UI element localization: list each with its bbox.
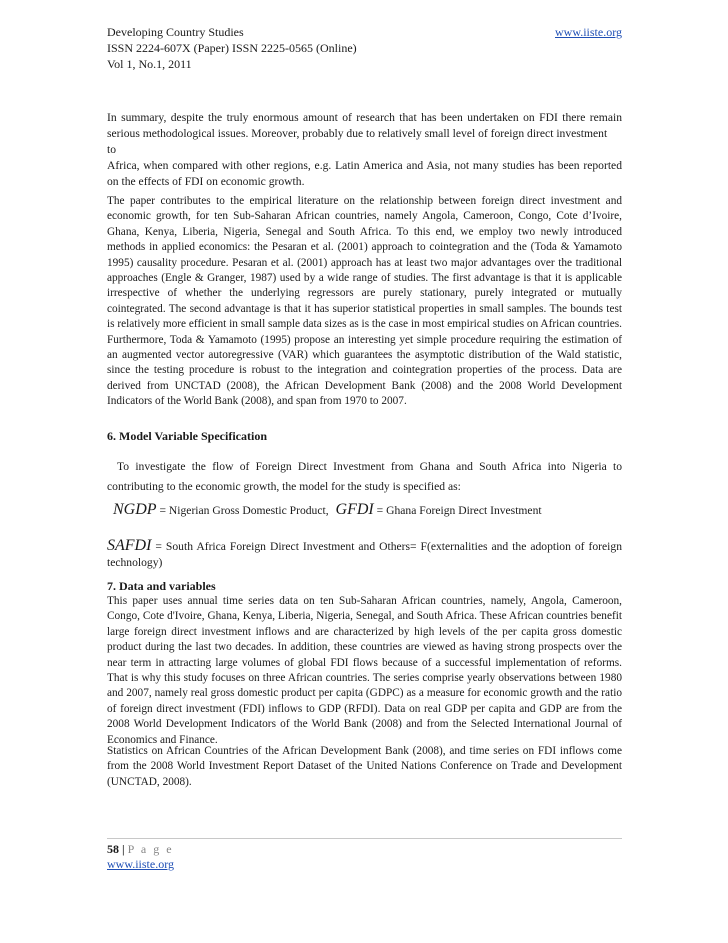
safdi-definition: = South Africa Foreign Direct Investment and Others= F(externalities and the adoption of foreign technology) (107, 540, 622, 569)
section-7-heading: 7. Data and variables (107, 579, 216, 593)
section-6-intro-text: To investigate the flow of Foreign Direct Investment from Ghana and South Africa into Nigeria to contributing to the economic growth, the model for the study is specified as: (107, 460, 622, 493)
footer-page-number (107, 842, 174, 857)
contribution-paragraph: The paper contributes to the empirical literature on the relationship between foreign direct investment and economic growth, for ten Sub-Saharan African countries, namely Angola, Cameroon, Congo, Cote d’Ivoire, Ghana, Kenya, Liberia, Nigeria, Senegal and South Africa. To this end, we employ two newly introduced methods in applied economics: the Pesaran et al. (2001) approach to cointegration and the (Toda & Yamamoto 1995) causality procedure. Pesaran et al. (2001) approach has at least two major advantages over the traditional approaches (Engle & Granger, 1987) used by a wide range of studies. The first advantage is that it is applicable irrespective of whether the underlying regressors are purely stationary, purely integrated or mutually cointegrated. The second advantage is that it has superior statistical properties in small samples. The bounds test is relatively more efficient in small sample data sizes as is the case in most empirical studies on African countries. Furthermore, Toda & Yamamoto (1995) propose an interesting yet simple procedure requiring the estimation of an augmented vector autoregressive (VAR) which guarantees the asymptotic distribution of the Wald statistic, since the testing procedure is robust to the integration and cointegration properties of the process. Data are derived from UNCTAD (2008), the African Development Bank (2008) and the 2008 World Development Indicators of the World Bank (2008), and span from 1970 to 2007. (107, 195, 622, 408)
section-6-heading: 6. Model Variable Specification (107, 429, 267, 443)
ngdp-definition: = Nigerian Gross Domestic Product, (159, 504, 329, 517)
section-6-intro (107, 457, 622, 497)
journal-volume: Vol 1, No.1, 2011 (107, 57, 192, 71)
header-website-link[interactable]: www.iiste.org (555, 25, 622, 39)
ngdp-symbol: NGDP (113, 501, 157, 518)
gfdi-definition: = Ghana Foreign Direct Investment (376, 504, 542, 517)
variable-definition-line-2 (107, 538, 622, 571)
journal-issn: ISSN 2224-607X (Paper) ISSN 2225-0565 (Online) (107, 41, 357, 55)
variable-definition-line-1 (107, 502, 622, 519)
summary-text-to: to (107, 143, 117, 156)
summary-text-2: Africa, when compared with other regions, e.g. Latin America and Asia, not many studies has been reported on the effects of FDI on economic growth. (107, 159, 622, 188)
data-paragraph: This paper uses annual time series data on ten Sub-Saharan African countries, namely, Angola, Cameroon, Congo, Cote d'Ivoire, Ghana, Kenya, Liberia, Nigeria, Senegal, and South Africa. These African countries benefit large foreign direct investment inflows and are characterized by high levels of the per capita gross domestic product during the last two decades. In addition, these countries are viewed as having strong prospects over the near term in attracting large volumes of global FDI flows because of a successful implementation of reforms. That is why this study focuses on three African countries. The series comprise yearly observations between 1980 and 2007, namely real gross domestic product per capita (GDPC) as a measure for economic growth and the ratio of foreign direct investment (FDI) inflows to GDP (RFDI). Data on real GDP per capita and GDP are from the 2008 World Development Indicators of the World Bank (2008) and from the Selected International Journal of Economics and Finance. (107, 595, 622, 746)
journal-header (107, 24, 622, 72)
journal-title: Developing Country Studies (107, 25, 244, 39)
page-number: 58 (107, 842, 119, 856)
page-word: P a g e (127, 842, 174, 856)
page-separator: | (122, 842, 125, 856)
statistics-paragraph: Statistics on African Countries of the African Development Bank (2008), and time series on FDI inflows come from the 2008 World Investment Report Dataset of the United Nations Conference on Trade and Development (UNCTAD, 2008). (107, 745, 622, 788)
footer-divider (107, 838, 622, 839)
summary-paragraph (107, 110, 622, 190)
safdi-symbol: SAFDI (107, 537, 152, 554)
summary-text-1: In summary, despite the truly enormous amount of research that has been undertaken on FDI there remain serious methodological issues. Moreover, probably due to relatively small level of foreign direct investment (107, 111, 622, 140)
footer-website-link[interactable]: www.iiste.org (107, 857, 174, 871)
gfdi-symbol: GFDI (335, 501, 374, 518)
